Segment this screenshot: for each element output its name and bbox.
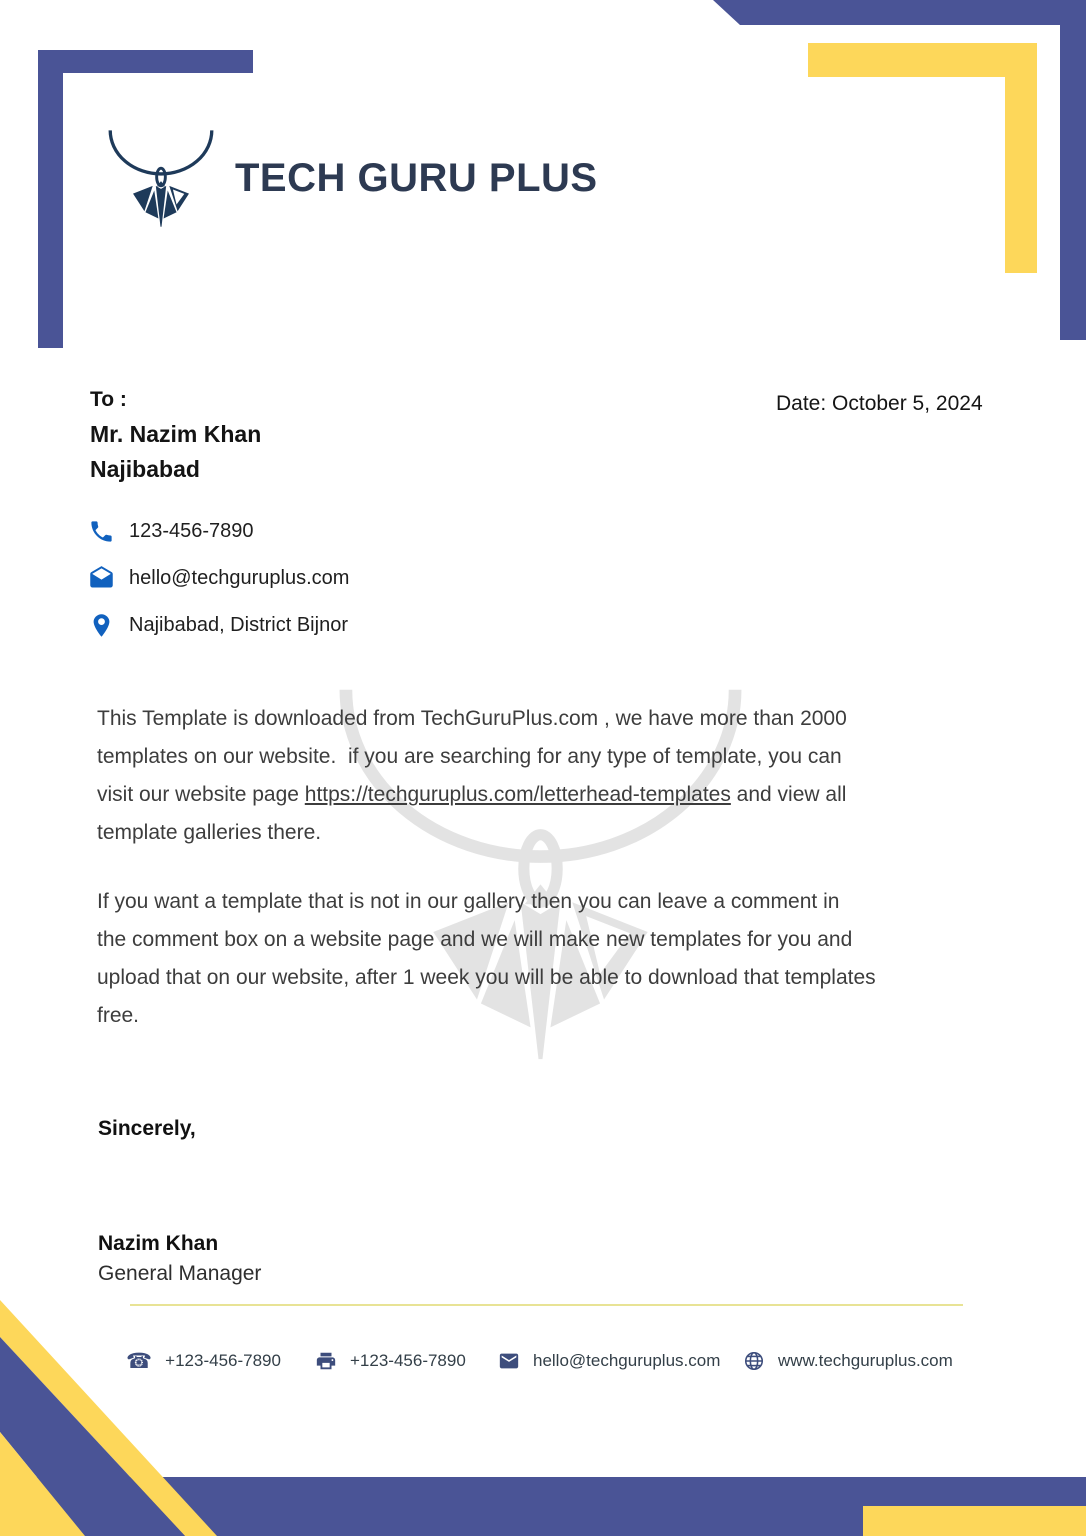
- globe-icon: [743, 1350, 765, 1372]
- top-left-corner-border-vertical: [38, 50, 63, 348]
- contact-phone-value: 123-456-7890: [129, 519, 254, 542]
- closing-salutation: Sincerely,: [98, 1117, 196, 1140]
- paragraph-line: This Template is downloaded from TechGuruPlus.com , we have more than 2000: [97, 707, 847, 730]
- envelope-icon: [498, 1350, 520, 1372]
- contact-block: [88, 516, 349, 657]
- top-left-corner-border-horizontal: [38, 50, 253, 73]
- brand-logo-necklace-icon: [104, 122, 218, 231]
- footer-email-item: [498, 1349, 720, 1373]
- footer-fax-value: +123-456-7890: [350, 1351, 466, 1370]
- footer-website-value: www.techguruplus.com: [778, 1351, 953, 1370]
- footer-email-value: hello@techguruplus.com: [533, 1351, 721, 1370]
- footer-website-item: [743, 1349, 953, 1373]
- signatory-name: Nazim Khan: [98, 1232, 219, 1255]
- body-paragraph-1: [97, 700, 847, 852]
- paragraph-line: upload that on our website, after 1 week you will be able to download that templates: [97, 966, 876, 989]
- paragraph-text: visit our website page: [97, 783, 305, 806]
- contact-email-value: hello@techguruplus.com: [129, 566, 350, 589]
- website-link[interactable]: https://techguruplus.com/letterhead-templates: [304, 783, 731, 806]
- footer-phone-value: +123-456-7890: [165, 1351, 281, 1370]
- telephone-icon: ☎: [126, 1349, 153, 1373]
- contact-email-row: [88, 563, 349, 593]
- recipient-label: To :: [90, 388, 127, 411]
- location-pin-icon: [88, 612, 115, 639]
- paragraph-line: [97, 776, 847, 814]
- bottom-left-corner-decoration: [0, 1280, 350, 1536]
- paragraph-line: If you want a template that is not in our gallery then you can leave a comment in: [97, 890, 840, 913]
- recipient-city: Najibabad: [90, 456, 200, 482]
- body-paragraph-2: [97, 883, 876, 1035]
- top-right-corner-decoration: [686, 0, 1086, 345]
- bottom-right-yellow-accent: [863, 1506, 1086, 1536]
- letter-date: Date: October 5, 2024: [776, 392, 983, 415]
- contact-location-value: Najibabad, District Bijnor: [129, 613, 348, 636]
- recipient-name: Mr. Nazim Khan: [90, 421, 262, 447]
- paragraph-line: template galleries there.: [97, 821, 322, 844]
- contact-location-row: [88, 610, 349, 640]
- paragraph-text: and view all: [730, 783, 847, 806]
- contact-phone-row: [88, 516, 349, 546]
- recipient-block: [90, 382, 261, 487]
- paragraph-line: the comment box on a website page and we will make new templates for you and: [97, 928, 853, 951]
- paragraph-line: templates on our website. if you are searching for any type of template, you can: [97, 745, 842, 768]
- email-icon: [88, 565, 115, 592]
- brand-name: TECH GURU PLUS: [235, 156, 598, 200]
- signatory-title: General Manager: [98, 1262, 262, 1285]
- paragraph-line: free.: [97, 1004, 140, 1027]
- phone-icon: [88, 518, 115, 545]
